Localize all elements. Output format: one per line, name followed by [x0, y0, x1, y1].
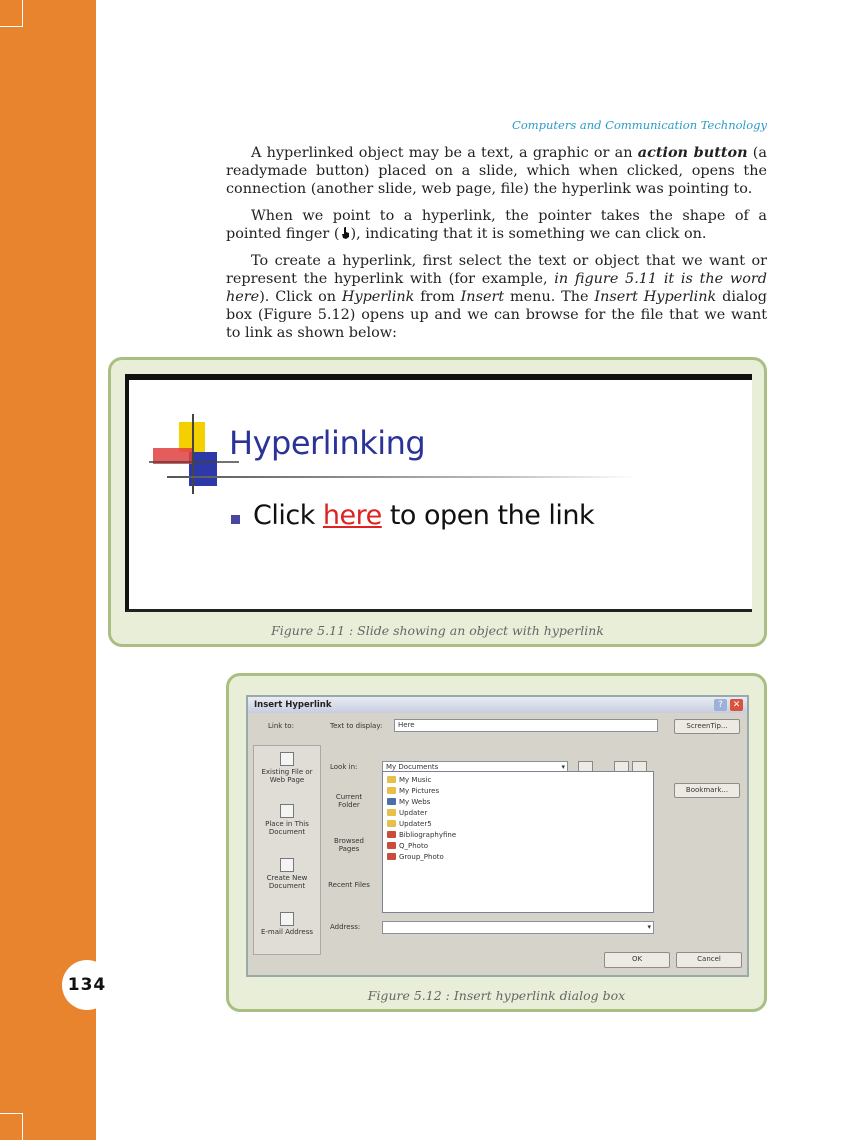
p3-text-3: from — [414, 289, 461, 305]
paragraph-2 — [226, 207, 767, 243]
p3-italic-insert-hyperlink: Insert Hyperlink — [594, 289, 717, 305]
link-to-place-label: Place in This Document — [265, 820, 309, 836]
hyperlink-here[interactable]: here — [322, 500, 382, 531]
text-to-display-input[interactable]: Here — [394, 719, 658, 732]
file-name: My Pictures — [399, 787, 440, 795]
text-to-display-label: Text to display: — [330, 722, 383, 730]
file-name: My Music — [399, 776, 432, 784]
running-head: Computers and Communication Technology — [512, 118, 767, 132]
close-icon[interactable]: ✕ — [730, 699, 743, 711]
body-text — [226, 144, 767, 351]
bullet-text-start: Click — [253, 500, 323, 531]
look-in-label: Look in: — [330, 763, 358, 771]
link-to-new-document-label: Create New Document — [266, 874, 308, 890]
p3-italic-hyperlink: Hyperlink — [341, 289, 415, 305]
ok-button[interactable]: OK — [604, 952, 670, 968]
paragraph-1 — [226, 144, 767, 198]
p1-emphasis: action button — [637, 144, 748, 161]
image-file-icon — [387, 853, 396, 860]
crop-mark-bottom — [0, 1113, 23, 1140]
figure-5-11 — [108, 357, 767, 647]
list-item[interactable] — [387, 786, 439, 796]
list-item[interactable] — [387, 775, 431, 785]
slide-screenshot — [125, 374, 752, 612]
folder-icon — [387, 787, 396, 794]
link-to-label: Link to: — [268, 722, 294, 730]
link-to-new-document[interactable] — [254, 858, 320, 890]
link-to-place-in-document[interactable] — [254, 804, 320, 836]
p3-text: To create a hyperlink, first select the text or object that we want or represent the hyperlink with (for example, — [226, 253, 767, 287]
link-to-email-address[interactable] — [254, 912, 320, 936]
email-address-icon — [280, 912, 294, 926]
image-file-icon — [387, 842, 396, 849]
p3-text-end: dialog box (Figure 5.12) opens up and we can browse for the file that we want to link as shown below: — [226, 289, 767, 341]
list-item[interactable] — [387, 808, 427, 818]
insert-hyperlink-dialog — [246, 695, 749, 977]
file-name: Bibliographyfine — [399, 831, 457, 839]
figure-5-11-caption: Figure 5.11 : Slide showing an object with hyperlink — [271, 623, 604, 638]
p3-text-2: ). Click on — [259, 289, 342, 305]
cancel-button[interactable]: Cancel — [676, 952, 742, 968]
crop-mark-top — [0, 0, 23, 27]
p1-text-end: (a readymade button) placed on a slide, which when clicked, opens the connection (another slide, web page, file) the hyperlink was pointing to. — [226, 145, 767, 197]
folder-icon — [387, 809, 396, 816]
existing-file-icon — [280, 752, 294, 766]
p3-italic-insert: Insert — [460, 289, 505, 305]
place-in-document-icon — [280, 804, 294, 818]
file-list[interactable] — [382, 771, 654, 913]
folder-icon — [387, 820, 396, 827]
dialog-title-bar — [248, 697, 747, 713]
help-icon[interactable]: ? — [714, 699, 727, 711]
list-item[interactable] — [387, 841, 428, 851]
paragraph-3 — [226, 252, 767, 342]
list-item[interactable] — [387, 852, 444, 862]
figure-5-12-caption: Figure 5.12 : Insert hyperlink dialog box — [367, 988, 626, 1003]
figure-5-12 — [226, 673, 767, 1012]
p3-italic-example: in figure 5.11 it is the word here — [226, 271, 767, 305]
dialog-title: Insert Hyperlink — [254, 700, 332, 710]
p3-text-4: menu. The — [504, 289, 595, 305]
place-current-folder[interactable]: Current Folder — [335, 793, 363, 809]
pointing-hand-icon — [340, 226, 351, 240]
chevron-down-icon: ▾ — [561, 763, 565, 771]
chevron-down-icon: ▾ — [647, 923, 651, 931]
p2-text: When we point to a hyperlink, the pointer takes the shape of a pointed finger ( — [226, 208, 767, 242]
new-document-icon — [280, 858, 294, 872]
p1-text: A hyperlinked object may be a text, a graphic or an — [251, 145, 638, 161]
screentip-button[interactable]: ScreenTip... — [674, 719, 740, 734]
place-browsed-pages[interactable]: Browsed Pages — [334, 837, 364, 853]
file-name: My Webs — [399, 798, 431, 806]
slide-title: Hyperlinking — [229, 424, 426, 462]
p2-text-end: ), indicating that it is something we can click on. — [350, 226, 707, 242]
link-to-bar — [253, 745, 321, 955]
list-item[interactable] — [387, 830, 456, 840]
bullet-text-end: to open the link — [381, 500, 595, 531]
bullet-icon — [231, 515, 240, 524]
file-name: Q_Photo — [399, 842, 428, 850]
slide-decoration-graphic — [149, 414, 239, 498]
document-icon — [387, 831, 396, 838]
link-to-email-label: E-mail Address — [260, 928, 314, 936]
file-name: Updater5 — [399, 820, 432, 828]
list-item[interactable] — [387, 819, 432, 829]
address-input[interactable] — [382, 921, 654, 934]
address-label: Address: — [330, 923, 361, 931]
link-to-existing-file[interactable] — [254, 752, 320, 784]
place-recent-files[interactable]: Recent Files — [328, 881, 370, 889]
file-name: Updater — [399, 809, 428, 817]
link-to-existing-file-label: Existing File or Web Page — [261, 768, 313, 784]
web-folder-icon — [387, 798, 396, 805]
page-number: 134 — [62, 960, 112, 1010]
file-name: Group_Photo — [399, 853, 444, 861]
slide-bullet-text — [253, 500, 594, 531]
list-item[interactable] — [387, 797, 430, 807]
slide-title-rule — [167, 476, 637, 478]
folder-icon — [387, 776, 396, 783]
look-in-value: My Documents — [386, 763, 439, 771]
bookmark-button[interactable]: Bookmark... — [674, 783, 740, 798]
